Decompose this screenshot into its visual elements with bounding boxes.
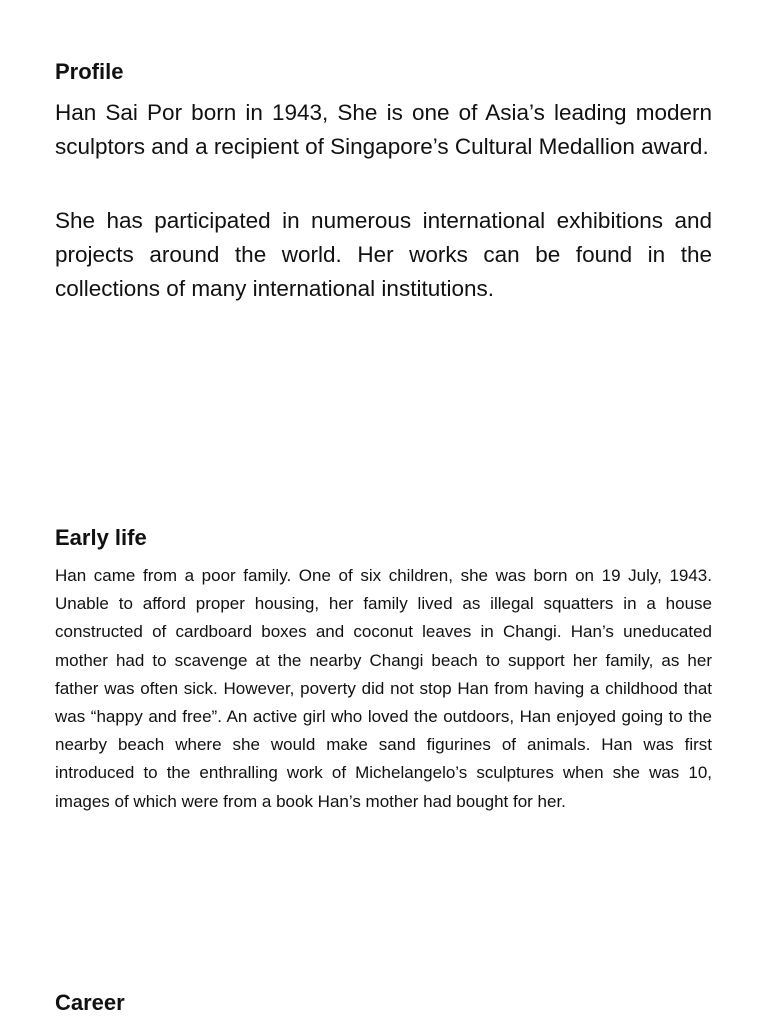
early-life-heading: Early life [55,525,147,550]
profile-heading: Profile [55,59,124,84]
profile-paragraph-2: She has participated in numerous international exhibitions and projects around the world. Her works can be found in the collections of many international institutions. [55,208,712,301]
early-life-paragraph: Han came from a poor family. One of six children, she was born on 19 July, 1943. Unable to afford proper housing, her family lived as illegal squatters in a house constructed of cardboard boxes and coconut leaves in Changi. Han’s uneducated mother had to scavenge at the nearby Changi beach to support her family, as her father was often sick. However, poverty did not stop Han from having a childhood that was “happy and free”. An active girl who loved the outdoors, Han enjoyed going to the nearby beach where she would make sand figurines of animals. Han was first introduced to the enthralling work of Michelangelo’s sculptures when she was 10, images of which were from a book Han’s mother had bought for her. [55,566,712,811]
career-heading: Career [55,990,125,1015]
profile-paragraph-1: Han Sai Por born in 1943, She is one of Asia’s leading modern sculptors and a recipient of Singapore’s Cultural Medallion award. [55,100,712,159]
